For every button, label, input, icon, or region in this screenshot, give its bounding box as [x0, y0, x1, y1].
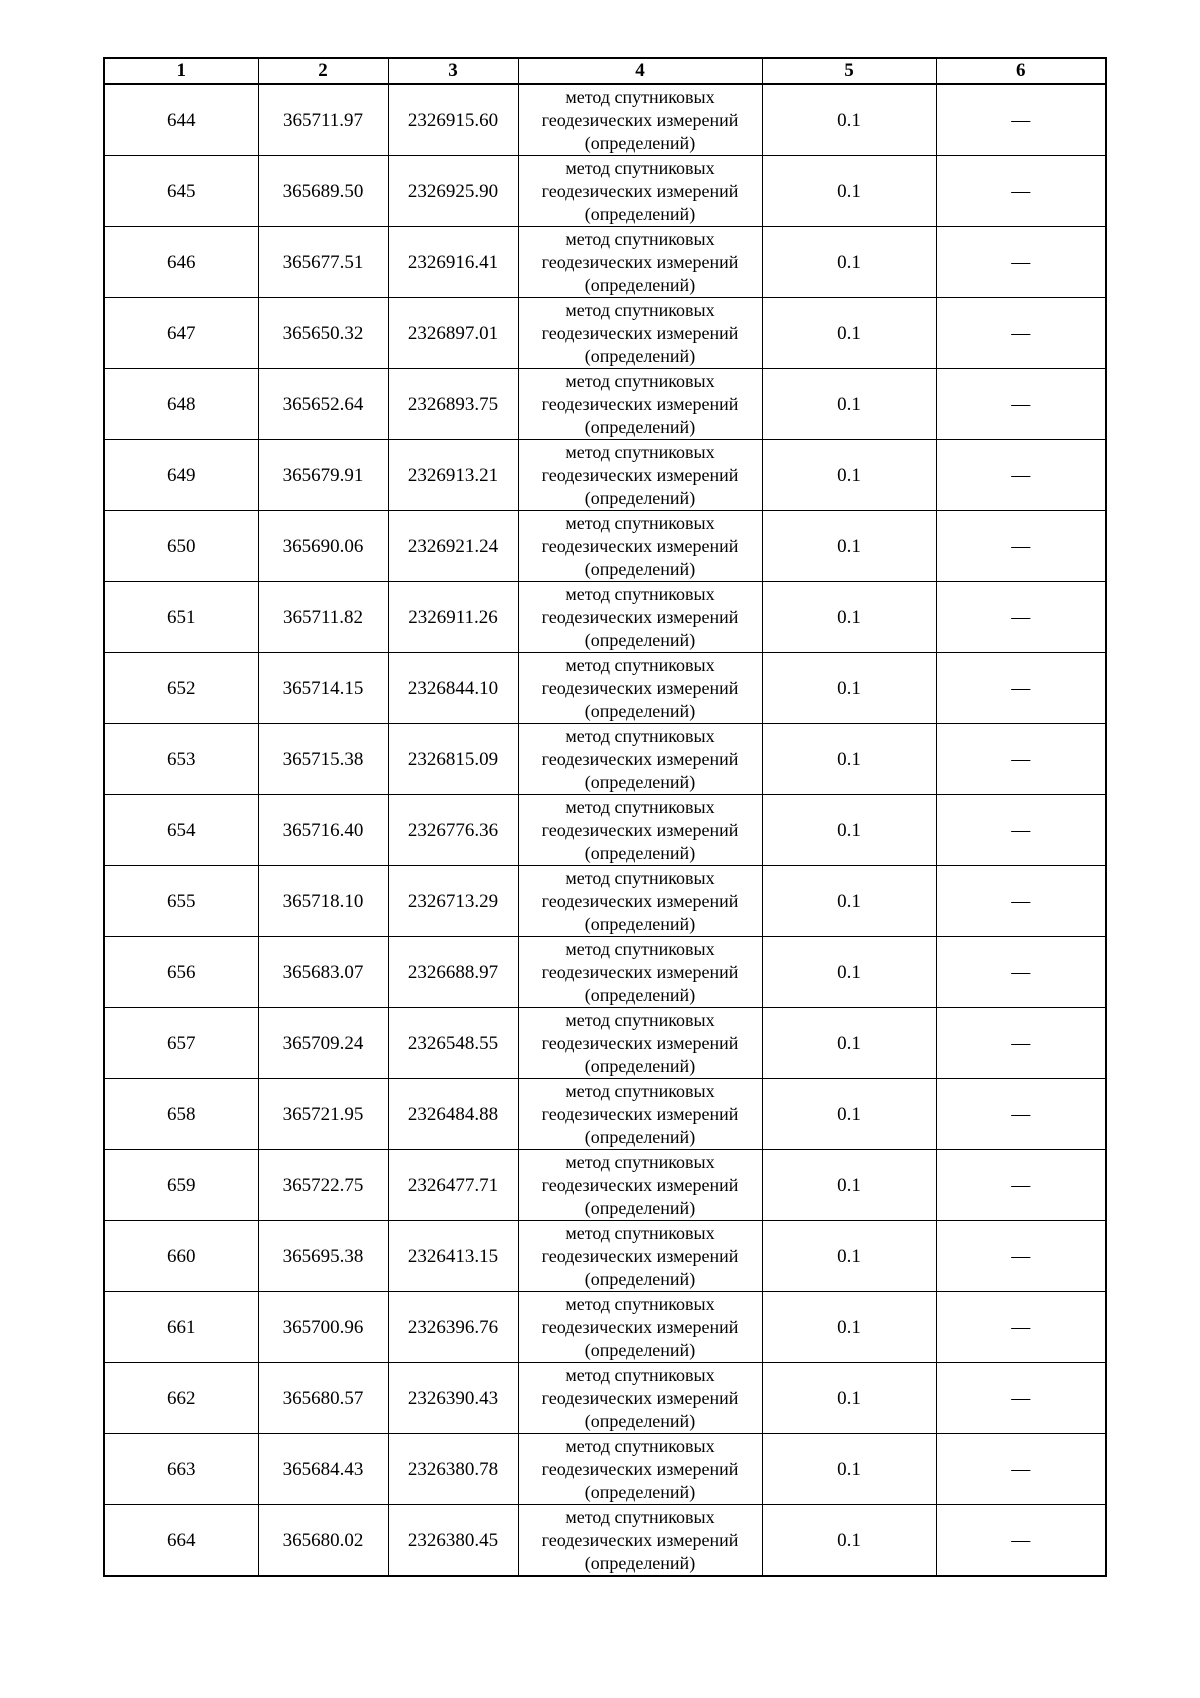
point-number-cell: 648 [104, 369, 258, 440]
x-coordinate-cell: 365679.91 [258, 440, 388, 511]
note-cell: — [936, 1292, 1106, 1363]
method-text-line: (определений) [584, 913, 696, 934]
point-number-cell: 657 [104, 1008, 258, 1079]
accuracy-cell: 0.1 [762, 653, 936, 724]
method-cell [518, 1363, 762, 1434]
x-coordinate-cell: 365721.95 [258, 1079, 388, 1150]
method-text-line: геодезических измерений [541, 1032, 739, 1053]
table-row [104, 1008, 1106, 1079]
accuracy-cell: 0.1 [762, 156, 936, 227]
method-text-line: геодезических измерений [541, 464, 739, 485]
table-row [104, 1150, 1106, 1221]
accuracy-cell: 0.1 [762, 582, 936, 653]
note-cell: — [936, 582, 1106, 653]
method-text-line: (определений) [584, 771, 696, 792]
note-cell: — [936, 1079, 1106, 1150]
method-text-line: (определений) [584, 1126, 696, 1147]
method-text-line: (определений) [584, 1481, 696, 1502]
point-number-cell: 660 [104, 1221, 258, 1292]
table-row [104, 511, 1106, 582]
note-cell: — [936, 1221, 1106, 1292]
method-text-line: метод спутниковых [565, 441, 715, 462]
y-coordinate-cell: 2326844.10 [388, 653, 518, 724]
accuracy-cell: 0.1 [762, 1505, 936, 1577]
point-number-cell: 647 [104, 298, 258, 369]
method-text-line: (определений) [584, 984, 696, 1005]
point-number-cell: 646 [104, 227, 258, 298]
method-text-line: метод спутниковых [565, 938, 715, 959]
column-header-6: 6 [936, 58, 1106, 84]
method-text-line: (определений) [584, 1055, 696, 1076]
note-cell: — [936, 1008, 1106, 1079]
note-cell: — [936, 298, 1106, 369]
accuracy-cell: 0.1 [762, 1150, 936, 1221]
point-number-cell: 653 [104, 724, 258, 795]
method-text-line: (определений) [584, 1197, 696, 1218]
method-text-line: (определений) [584, 629, 696, 650]
method-text-line: метод спутниковых [565, 725, 715, 746]
method-text-line: метод спутниковых [565, 1364, 715, 1385]
x-coordinate-cell: 365684.43 [258, 1434, 388, 1505]
method-text-line: метод спутниковых [565, 1009, 715, 1030]
note-cell: — [936, 724, 1106, 795]
method-text-line: геодезических измерений [541, 1245, 739, 1266]
point-number-cell: 644 [104, 84, 258, 156]
point-number-cell: 655 [104, 866, 258, 937]
y-coordinate-cell: 2326916.41 [388, 227, 518, 298]
table-row [104, 1363, 1106, 1434]
accuracy-cell: 0.1 [762, 1292, 936, 1363]
point-number-cell: 658 [104, 1079, 258, 1150]
x-coordinate-cell: 365683.07 [258, 937, 388, 1008]
y-coordinate-cell: 2326688.97 [388, 937, 518, 1008]
accuracy-cell: 0.1 [762, 724, 936, 795]
method-text-line: (определений) [584, 842, 696, 863]
note-cell: — [936, 84, 1106, 156]
method-text-line: метод спутниковых [565, 867, 715, 888]
method-cell [518, 369, 762, 440]
x-coordinate-cell: 365695.38 [258, 1221, 388, 1292]
table-row [104, 298, 1106, 369]
x-coordinate-cell: 365715.38 [258, 724, 388, 795]
y-coordinate-cell: 2326921.24 [388, 511, 518, 582]
table-header-row [104, 58, 1106, 84]
table-row [104, 724, 1106, 795]
method-cell [518, 866, 762, 937]
method-text-line: метод спутниковых [565, 370, 715, 391]
method-cell [518, 1079, 762, 1150]
x-coordinate-cell: 365711.97 [258, 84, 388, 156]
method-text-line: геодезических измерений [541, 606, 739, 627]
x-coordinate-cell: 365718.10 [258, 866, 388, 937]
x-coordinate-cell: 365652.64 [258, 369, 388, 440]
method-text-line: геодезических измерений [541, 1458, 739, 1479]
method-text-line: (определений) [584, 274, 696, 295]
point-number-cell: 651 [104, 582, 258, 653]
accuracy-cell: 0.1 [762, 84, 936, 156]
method-text-line: (определений) [584, 487, 696, 508]
method-cell [518, 440, 762, 511]
table-row [104, 84, 1106, 156]
note-cell: — [936, 1434, 1106, 1505]
method-text-line: геодезических измерений [541, 180, 739, 201]
y-coordinate-cell: 2326713.29 [388, 866, 518, 937]
method-text-line: (определений) [584, 700, 696, 721]
method-text-line: (определений) [584, 1268, 696, 1289]
method-text-line: геодезических измерений [541, 819, 739, 840]
method-text-line: геодезических измерений [541, 890, 739, 911]
accuracy-cell: 0.1 [762, 227, 936, 298]
method-text-line: геодезических измерений [541, 322, 739, 343]
method-text-line: метод спутниковых [565, 1435, 715, 1456]
accuracy-cell: 0.1 [762, 298, 936, 369]
method-text-line: метод спутниковых [565, 654, 715, 675]
method-cell [518, 1292, 762, 1363]
y-coordinate-cell: 2326913.21 [388, 440, 518, 511]
method-text-line: геодезических измерений [541, 393, 739, 414]
note-cell: — [936, 369, 1106, 440]
note-cell: — [936, 1505, 1106, 1577]
table-body [104, 84, 1106, 1576]
table-row [104, 866, 1106, 937]
point-number-cell: 661 [104, 1292, 258, 1363]
method-text-line: (определений) [584, 1410, 696, 1431]
method-text-line: метод спутниковых [565, 157, 715, 178]
method-text-line: (определений) [584, 345, 696, 366]
point-number-cell: 654 [104, 795, 258, 866]
x-coordinate-cell: 365680.57 [258, 1363, 388, 1434]
method-text-line: геодезических измерений [541, 961, 739, 982]
method-text-line: геодезических измерений [541, 109, 739, 130]
method-text-line: геодезических измерений [541, 535, 739, 556]
table-row [104, 653, 1106, 724]
x-coordinate-cell: 365709.24 [258, 1008, 388, 1079]
y-coordinate-cell: 2326893.75 [388, 369, 518, 440]
y-coordinate-cell: 2326484.88 [388, 1079, 518, 1150]
method-text-line: метод спутниковых [565, 1151, 715, 1172]
method-cell [518, 582, 762, 653]
y-coordinate-cell: 2326413.15 [388, 1221, 518, 1292]
y-coordinate-cell: 2326390.43 [388, 1363, 518, 1434]
column-header-1: 1 [104, 58, 258, 84]
accuracy-cell: 0.1 [762, 1221, 936, 1292]
method-text-line: геодезических измерений [541, 1387, 739, 1408]
y-coordinate-cell: 2326925.90 [388, 156, 518, 227]
y-coordinate-cell: 2326776.36 [388, 795, 518, 866]
point-number-cell: 645 [104, 156, 258, 227]
method-text-line: (определений) [584, 416, 696, 437]
y-coordinate-cell: 2326380.78 [388, 1434, 518, 1505]
table-row [104, 369, 1106, 440]
note-cell: — [936, 1150, 1106, 1221]
x-coordinate-cell: 365722.75 [258, 1150, 388, 1221]
accuracy-cell: 0.1 [762, 1008, 936, 1079]
note-cell: — [936, 937, 1106, 1008]
method-cell [518, 156, 762, 227]
note-cell: — [936, 1363, 1106, 1434]
x-coordinate-cell: 365714.15 [258, 653, 388, 724]
y-coordinate-cell: 2326548.55 [388, 1008, 518, 1079]
method-cell [518, 1150, 762, 1221]
method-text-line: (определений) [584, 1552, 696, 1573]
point-number-cell: 659 [104, 1150, 258, 1221]
accuracy-cell: 0.1 [762, 795, 936, 866]
x-coordinate-cell: 365716.40 [258, 795, 388, 866]
method-cell [518, 511, 762, 582]
method-text-line: (определений) [584, 558, 696, 579]
x-coordinate-cell: 365677.51 [258, 227, 388, 298]
method-text-line: метод спутниковых [565, 796, 715, 817]
method-cell [518, 937, 762, 1008]
method-cell [518, 227, 762, 298]
accuracy-cell: 0.1 [762, 369, 936, 440]
method-cell [518, 1434, 762, 1505]
table-row [104, 937, 1106, 1008]
table-row [104, 227, 1106, 298]
method-text-line: геодезических измерений [541, 251, 739, 272]
method-cell [518, 1221, 762, 1292]
y-coordinate-cell: 2326815.09 [388, 724, 518, 795]
y-coordinate-cell: 2326911.26 [388, 582, 518, 653]
method-text-line: метод спутниковых [565, 512, 715, 533]
accuracy-cell: 0.1 [762, 511, 936, 582]
column-header-5: 5 [762, 58, 936, 84]
note-cell: — [936, 795, 1106, 866]
x-coordinate-cell: 365700.96 [258, 1292, 388, 1363]
x-coordinate-cell: 365690.06 [258, 511, 388, 582]
point-number-cell: 650 [104, 511, 258, 582]
accuracy-cell: 0.1 [762, 1434, 936, 1505]
method-cell [518, 653, 762, 724]
table-row [104, 1434, 1106, 1505]
point-number-cell: 664 [104, 1505, 258, 1577]
method-text-line: геодезических измерений [541, 1174, 739, 1195]
method-text-line: метод спутниковых [565, 228, 715, 249]
method-cell [518, 795, 762, 866]
note-cell: — [936, 440, 1106, 511]
method-text-line: геодезических измерений [541, 1529, 739, 1550]
table-row [104, 582, 1106, 653]
method-cell [518, 298, 762, 369]
y-coordinate-cell: 2326396.76 [388, 1292, 518, 1363]
method-text-line: геодезических измерений [541, 748, 739, 769]
method-text-line: (определений) [584, 132, 696, 153]
method-text-line: метод спутниковых [565, 1222, 715, 1243]
method-text-line: геодезических измерений [541, 1316, 739, 1337]
accuracy-cell: 0.1 [762, 866, 936, 937]
method-text-line: метод спутниковых [565, 86, 715, 107]
table-row [104, 1505, 1106, 1577]
coordinates-table [103, 57, 1107, 1577]
column-header-4: 4 [518, 58, 762, 84]
y-coordinate-cell: 2326897.01 [388, 298, 518, 369]
note-cell: — [936, 227, 1106, 298]
column-header-2: 2 [258, 58, 388, 84]
method-cell [518, 84, 762, 156]
x-coordinate-cell: 365650.32 [258, 298, 388, 369]
table-row [104, 795, 1106, 866]
accuracy-cell: 0.1 [762, 1363, 936, 1434]
point-number-cell: 652 [104, 653, 258, 724]
method-text-line: (определений) [584, 1339, 696, 1360]
note-cell: — [936, 653, 1106, 724]
point-number-cell: 656 [104, 937, 258, 1008]
table-row [104, 440, 1106, 511]
accuracy-cell: 0.1 [762, 440, 936, 511]
y-coordinate-cell: 2326380.45 [388, 1505, 518, 1577]
table-row [104, 1079, 1106, 1150]
y-coordinate-cell: 2326915.60 [388, 84, 518, 156]
method-cell [518, 1505, 762, 1577]
note-cell: — [936, 866, 1106, 937]
column-header-3: 3 [388, 58, 518, 84]
x-coordinate-cell: 365680.02 [258, 1505, 388, 1577]
note-cell: — [936, 156, 1106, 227]
method-cell [518, 724, 762, 795]
document-page [103, 57, 1105, 1577]
accuracy-cell: 0.1 [762, 937, 936, 1008]
method-text-line: метод спутниковых [565, 1506, 715, 1527]
method-text-line: метод спутниковых [565, 299, 715, 320]
point-number-cell: 649 [104, 440, 258, 511]
method-text-line: метод спутниковых [565, 1080, 715, 1101]
table-row [104, 1221, 1106, 1292]
table-row [104, 156, 1106, 227]
method-text-line: геодезических измерений [541, 677, 739, 698]
x-coordinate-cell: 365689.50 [258, 156, 388, 227]
point-number-cell: 662 [104, 1363, 258, 1434]
accuracy-cell: 0.1 [762, 1079, 936, 1150]
note-cell: — [936, 511, 1106, 582]
method-cell [518, 1008, 762, 1079]
x-coordinate-cell: 365711.82 [258, 582, 388, 653]
method-text-line: (определений) [584, 203, 696, 224]
point-number-cell: 663 [104, 1434, 258, 1505]
table-row [104, 1292, 1106, 1363]
method-text-line: метод спутниковых [565, 1293, 715, 1314]
y-coordinate-cell: 2326477.71 [388, 1150, 518, 1221]
method-text-line: метод спутниковых [565, 583, 715, 604]
method-text-line: геодезических измерений [541, 1103, 739, 1124]
